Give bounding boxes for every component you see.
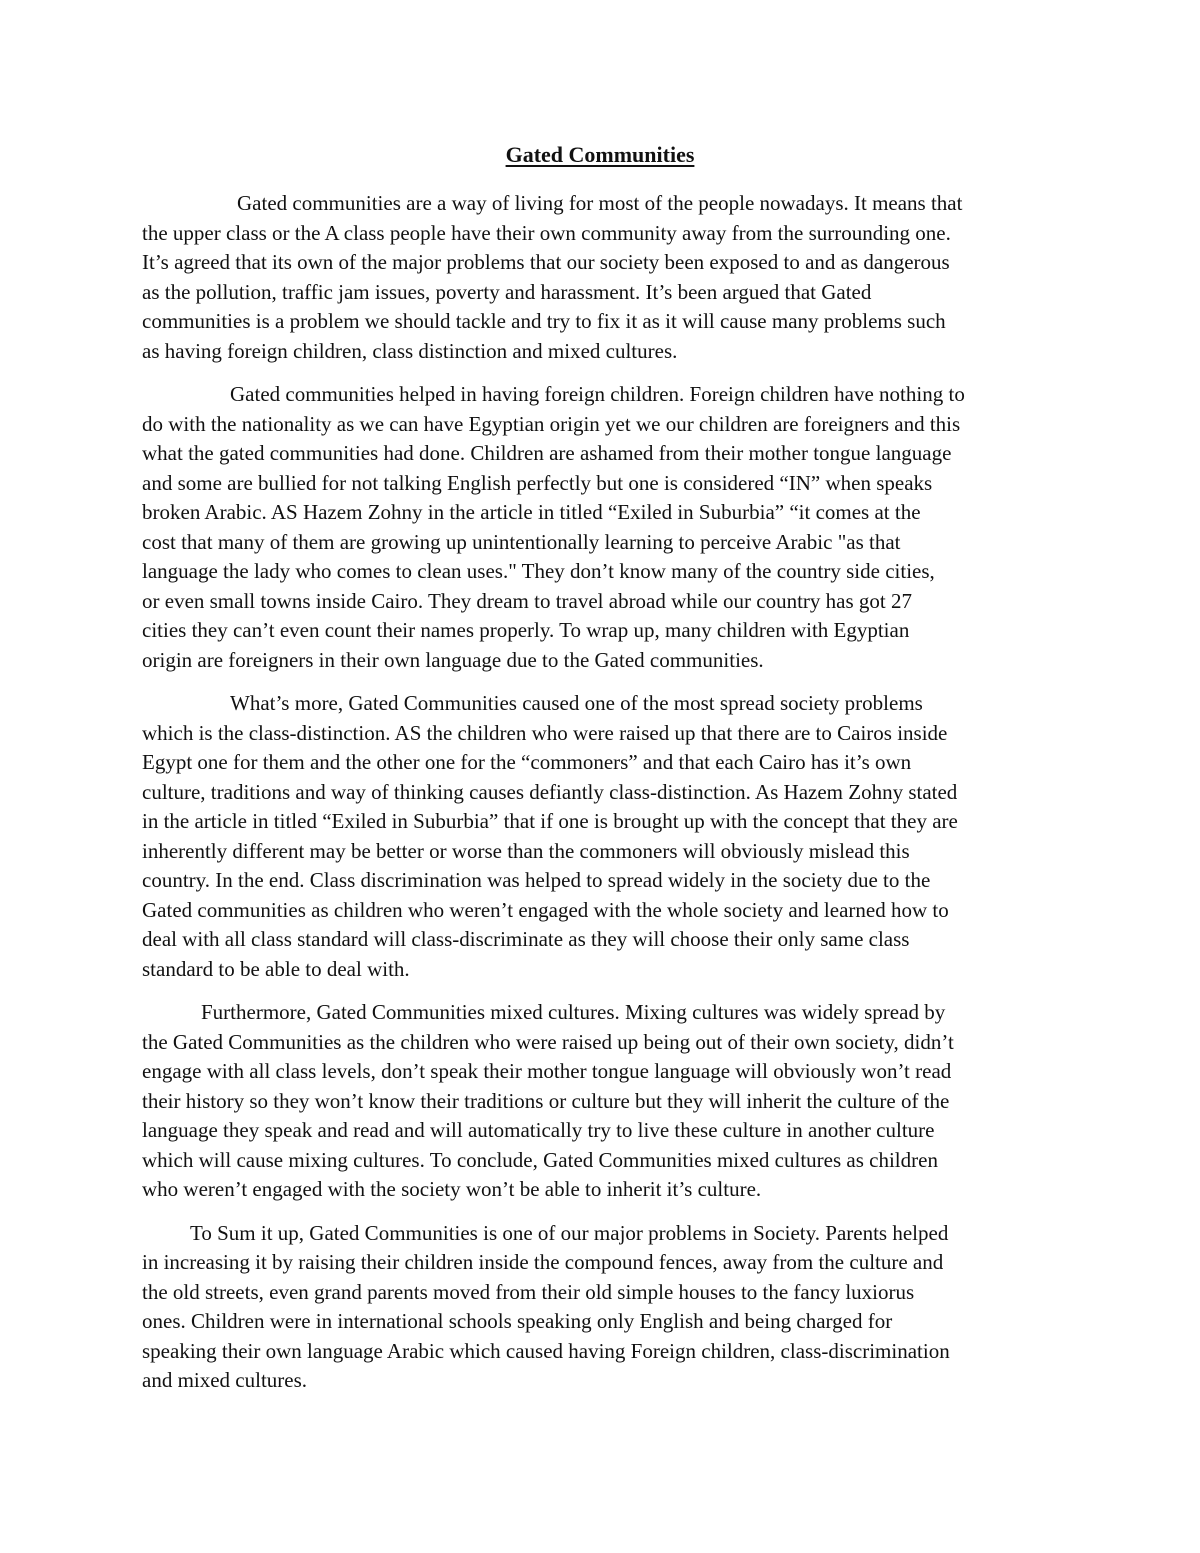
document-title: Gated Communities (505, 142, 695, 167)
text-line: engage with all class levels, don’t speak their mother tongue language will obviously won’t read (142, 1059, 952, 1083)
text-line: origin are foreigners in their own language due to the Gated communities. (142, 647, 764, 672)
text-line: who weren’t engaged with the society won’t be able to inherit it’s culture. (142, 1177, 762, 1201)
text-line: broken Arabic. AS Hazem Zohny in the article in titled “Exiled in Suburbia” “it comes at the (142, 500, 921, 524)
text-line: the Gated Communities as the children who were raised up being out of their own society, didn’t (142, 1029, 954, 1054)
text-line: culture, traditions and way of thinking causes defiantly class-distinction. As Hazem Zohny stated (142, 779, 958, 804)
text-line: in the article in titled “Exiled in Suburbia” that if one is brought up with the concept that they are (142, 809, 958, 833)
text-line: speaking their own language Arabic which caused having Foreign children, class-discrimination (142, 1338, 950, 1363)
text-line: standard to be able to deal with. (142, 956, 410, 981)
text-line: language they speak and read and will automatically try to live these culture in another culture (142, 1118, 935, 1142)
text-line: cities they can’t even count their names properly. To wrap up, many children with Egyptian (142, 618, 910, 642)
text-line: country. In the end. Class discrimination was helped to spread widely in the society due to the (142, 868, 931, 892)
text-line: ones. Children were in international schools speaking only English and being charged for (142, 1309, 893, 1333)
paragraph-conclusion (142, 1219, 1062, 1396)
text-line: inherently different may be better or worse than the commoners will obviously mislead this (142, 838, 910, 863)
text-line: What’s more, Gated Communities caused one of the most spread society problems (230, 691, 923, 715)
text-line: do with the nationality as we can have Egyptian origin yet we our children are foreigners and this (142, 411, 961, 436)
document-body (142, 189, 1062, 1410)
text-line: Egypt one for them and the other one for the “commoners” and that each Cairo has it’s own (142, 750, 912, 774)
text-line: which is the class-distinction. AS the children who were raised up that there are to Cairos inside (142, 720, 948, 745)
text-line: their history so they won’t know their traditions or culture but they will inherit the culture of the (142, 1088, 950, 1113)
text-line: It’s agreed that its own of the major problems that our society been exposed to and as dangerous (142, 250, 950, 274)
text-line: as having foreign children, class distinction and mixed cultures. (142, 338, 678, 363)
text-line: and some are bullied for not talking English perfectly but one is considered “IN” when speaks (142, 470, 933, 495)
paragraph-introduction (142, 189, 1062, 366)
text-line: as the pollution, traffic jam issues, poverty and harassment. It’s been argued that Gated (142, 279, 872, 304)
text-line: language the lady who comes to clean uses." They don’t know many of the country side cities, (142, 559, 935, 583)
text-line: Gated communities helped in having foreign children. Foreign children have nothing to (230, 382, 965, 406)
text-line: Gated communities are a way of living for most of the people nowadays. It means that (237, 191, 963, 215)
text-line: the upper class or the A class people have their own community away from the surrounding one. (142, 220, 951, 245)
text-line: what the gated communities had done. Children are ashamed from their mother tongue language (142, 441, 952, 465)
text-line: To Sum it up, Gated Communities is one of our major problems in Society. Parents helped (190, 1220, 949, 1245)
paragraph-foreign-children (142, 380, 1062, 675)
text-line: in increasing it by raising their children inside the compound fences, away from the culture and (142, 1250, 944, 1274)
text-line: cost that many of them are growing up unintentionally learning to perceive Arabic "as that (142, 529, 901, 554)
text-line: which will cause mixing cultures. To conclude, Gated Communities mixed cultures as children (142, 1147, 938, 1172)
text-line: Gated communities as children who weren’t engaged with the whole society and learned how to (142, 897, 949, 922)
paragraph-class-distinction (142, 689, 1062, 984)
text-line: or even small towns inside Cairo. They dream to travel abroad while our country has got 27 (142, 588, 913, 613)
text-line: the old streets, even grand parents moved from their old simple houses to the fancy luxiorus (142, 1279, 915, 1304)
paragraph-mixed-cultures (142, 998, 1062, 1205)
text-line: and mixed cultures. (142, 1368, 308, 1392)
text-line: communities is a problem we should tackle and try to fix it as it will cause many problems such (142, 309, 946, 333)
text-line: deal with all class standard will class-discriminate as they will choose their only same class (142, 927, 910, 951)
text-line: Furthermore, Gated Communities mixed cultures. Mixing cultures was widely spread by (201, 1000, 946, 1024)
